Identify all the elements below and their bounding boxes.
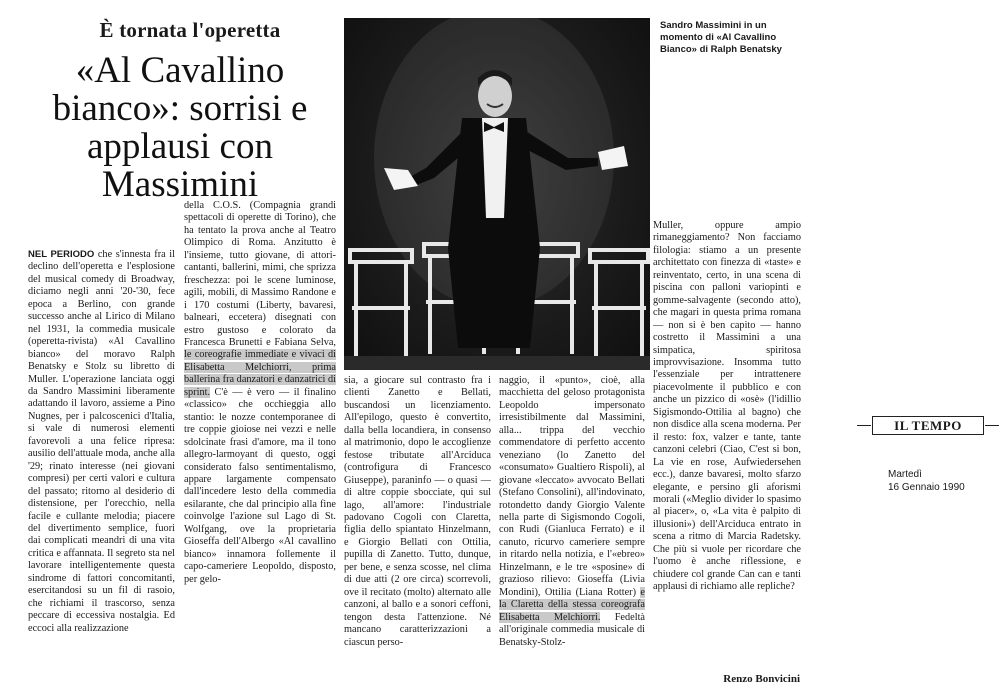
author-signature: Renzo Bonvicini	[723, 673, 800, 685]
date-weekday: Martedì	[888, 469, 922, 480]
article-column-1	[28, 249, 175, 689]
lead-words: NEL PERIODO	[28, 249, 95, 260]
column-4-text-b: Fedeltà all'originale commedia musicale di Benatsky-Stolz-	[499, 611, 645, 648]
highlighted-passage-2: e la Claretta della stessa coreografa Elisabetta Melchiorri.	[499, 586, 645, 623]
column-2-text-b: C'è — è vero — il finalino «classico» che occhieggia allo stantio: le nozze contemporanee di tre coppie gioiose nei vezzi e nelle sdolcinate frasi d'amore, ma il tono allegro-larmoyant di questo, oggi considerato falso sentimentalismo, appare largamente compensato dall'incedere lesto della commedia esilarante, che dal principio alla fine coinvolge l'azione sul Lago di St. Wolfgang, ove la proprietaria Gioseffa dell'Albergo «Al cavallino bianco» innamora follemente il capo-cameriere Leopoldo, disposto, per gelo-	[184, 386, 336, 585]
publication-date	[888, 468, 998, 494]
highlighted-passage-1: le coreografie immediate e vivaci di Elisabetta Melchiorri, prima ballerina fra danzatori e danzatrici di sprint.	[184, 349, 336, 398]
stage-photo	[344, 18, 650, 370]
column-1-text: che s'innesta fra il declino dell'operetta e l'esplosione del musical comedy di Broadway, diciamo negli anni '20-'30, fece epoca a Berlino, con grande successo anche al Lirico di Milano nel 1931, la commedia musicale (operetta-rivista) «Al Cavallino bianco» del moravo Ralph Benatsky e Stolz su libretto di Muller. L'operazione lanciata oggi da Sandro Massimini liberamente adattando il lavoro, assieme a Pino Nugnes, per i palcoscenici d'Italia, si vale di numerosi elementi favorevoli a una felice ripresa: ausilio dell'attuale moda, anche alla '29; rinato interesse (nei giovani compresi) per certi valori e cultura del passato; ritorno al desiderio di distensione, per l'orecchio, nella facile e cullante melodia; piacere del divertimento semplice, fuori dai complicati meandri di una vita critica e affannata. Il segreto sta nel lavorare intelligentemente questa sindrome di fattori concomitanti, esercitandosi su un fil di rasoio, che richiami il trascorso, senza peccare di eccessiva nostalgia. Ed eccoci alla realizzazione	[28, 249, 175, 634]
headline: «Al Cavallino bianco»: sorrisi e applausi con Massimini	[52, 50, 308, 205]
date-full: 16 Gennaio 1990	[888, 482, 965, 493]
article-column-5	[653, 220, 801, 672]
column-4-text-a: naggio, il «punto», cioè, alla macchietta del geloso protagonista Leopoldo impersonato irresistibilmente dal Massimini, alla... trippa del vecchio commendatore di perfetto accento veneziano (lo Zanetto del «consumato» Gualtiero Rispoli), al giovane «leccato» avvocato Bellati (Stefano Consolini), all'indovinato, rotondetto dandy Giorgio Valente nella parte di Sigismondo Cogoli, con Rudi (Gianluca Ferrato) e il canuto, ricurvo cameriere sempre in ritardo nella notizia, e l'«ebreo» Hinzelmann, e le tre «sposine» di grazioso rilievo: Gioseffa (Livia Mondini), Ottilia (Liana Rotter)	[499, 375, 645, 598]
column-3-text: sia, a giocare sul contrasto fra i clienti Zanetto e Bellati, buscandosi un licenziamento. All'epilogo, questo è convertito, dalla bella locandiera, in consenso al matrimonio, dopo le accoglienze festose tributate all'Arciduca (controfigura di Francesco Giuseppe), paraninfo — o quasi — di altre coppie sbocciate, qui sul lago, all'amore: l'industriale padovano Cogoli con Claretta, figlia dello spiantato Hinzelmann, e Giorgio Bellati con Ottilia, pupilla di Zanetto. Tutto, dunque, per bene, e senza scosse, nel clima di due atti (2 ore circa) scorrevoli, ove il recitato (molto) alternato alle canzoni, al ballo e a sonori ceffoni, tengon desta l'attenzione. Né mancano caratterizzazioni a ciascun perso-	[344, 375, 491, 648]
article-column-3	[344, 375, 491, 690]
newspaper-masthead: IL TEMPO	[872, 416, 984, 435]
article-column-2	[184, 200, 336, 690]
column-5-text: Muller, oppure ampio rimaneggiamento? Non facciamo filologia: stiamo a un presente architettato con finezza di «taste» e reinventato, certo, in una scena di piscina con palloni variopinti e gomme-salvagente (secondo atto), che magari in questa prima romana — non si è ben capito — hanno costretto il Massimini a una simpatica, spiritosa improvvisazione. Insomma tutto l'essenziale per intrattenere piacevolmente il pubblico e con anche un pizzico di «osè» (l'idillio Sigismondo-Ottilia al bagno) che non disdice alla scena moderna. Per il resto: fox, valzer e tante, tante canzoni celebri (Ciao, C'est si bon, La vie en rose, Aufwiedersehen ecc.), danze bavaresi, molto sfarzo elegante, e persino gli aforismi morali («Meglio divider lo spasimo al piacer», o, «La vita è palpito di illusioni») dell'Arciduca entrato in scena a ritmo di Marcia Radetsky. Che più si vuole per ricordare che l'uomo è anche riflessione, e chiudere col grande Can can e tanti applausi di richiamo alle repliche?	[653, 220, 801, 593]
photo-caption: Sandro Massimini in un momento di «Al Cavallino Bianco» di Ralph Benatsky	[660, 20, 782, 55]
article-column-4	[499, 375, 645, 690]
performer-illustration	[344, 18, 650, 370]
kicker: È tornata l'operetta	[99, 18, 281, 42]
column-2-text-a: della C.O.S. (Compagnia grandi spettacoli di operette di Torino), che ha tentato la prova anche al Teatro Olimpico di Roma. Anzitutto è l'insieme, tutto giovane, di attori-cantanti, ballerini, mimi, che sprizza freschezza: poi le scene luminose, agili, mobili, di Massimo Randone e i 170 costumi (Liberty, bavaresi, balneari, eccetera) disegnati con estro gustoso e colorato da Francesca Brunetti e Fabiana Selva,	[184, 200, 336, 348]
